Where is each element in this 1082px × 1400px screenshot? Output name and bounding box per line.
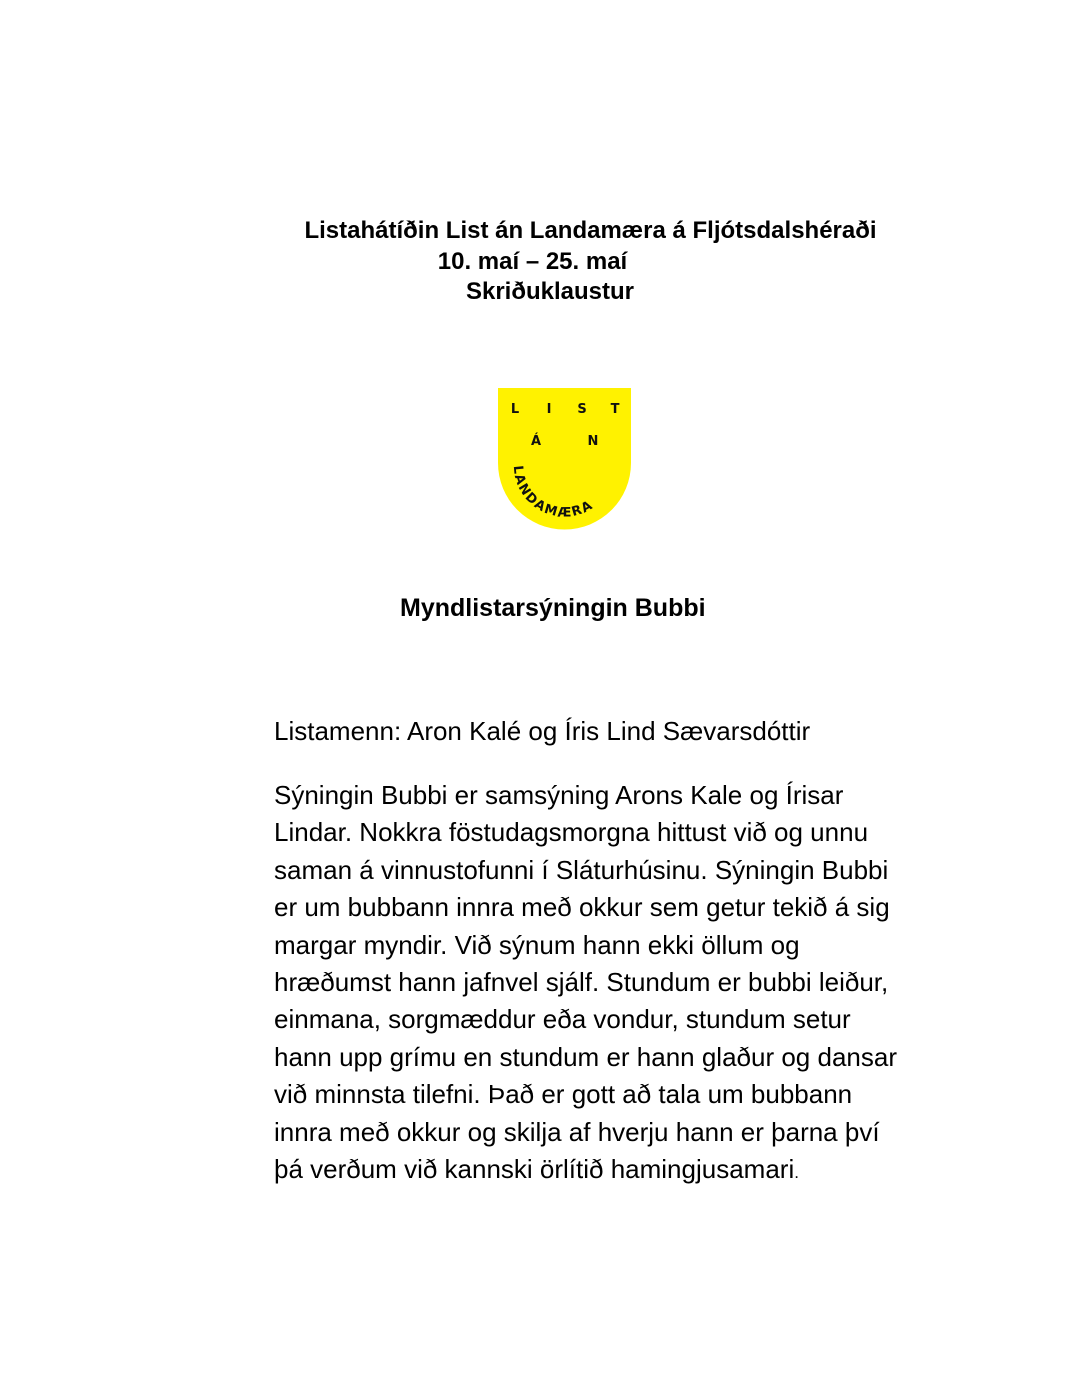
description-line: hann upp grímu en stundum er hann glaður og dansar: [274, 1041, 897, 1072]
svg-text:Á: Á: [530, 434, 542, 449]
description-line: Lindar. Nokkra föstudagsmorgna hittust við og unnu: [274, 817, 869, 848]
svg-text:S: S: [577, 402, 587, 417]
exhibition-title: Myndlistarsýningin Bubbi: [400, 594, 706, 622]
description-line: er um bubbann innra með okkur sem getur tekið á sig: [274, 892, 890, 923]
final-period: .: [794, 1163, 799, 1183]
shield-logo-icon: [498, 388, 631, 530]
document-header: [0, 216, 1082, 308]
description-line: margar myndir. Við sýnum hann ekki öllum og: [274, 929, 800, 960]
svg-text:T: T: [610, 402, 620, 417]
description-line: einmana, sorgmæddur eða vondur, stundum setur: [274, 1004, 851, 1035]
svg-text:L: L: [510, 402, 520, 417]
svg-text:N: N: [587, 434, 599, 449]
artists-line: Listamenn: Aron Kalé og Íris Lind Sævarsdóttir: [274, 716, 811, 746]
description-line-last: [274, 1151, 964, 1191]
list-an-landamaera-logo: [498, 388, 631, 530]
svg-text:LANDAMÆRA: LANDAMÆRA: [509, 464, 597, 521]
description-line: Sýningin Bubbi er samsýning Arons Kale og Írisar: [274, 780, 844, 810]
festival-location: Skriðuklaustur: [465, 278, 635, 305]
festival-title: Listahátíðin List án Landamæra á Fljótsdalshéraði: [304, 217, 877, 244]
svg-text:I: I: [546, 402, 552, 417]
exhibition-description: [274, 777, 964, 1191]
description-line: við minnsta tilefni. Það er gott að tala um bubbann: [274, 1079, 853, 1110]
description-line: innra með okkur og skilja af hverju hann er þarna því: [274, 1116, 880, 1147]
festival-dates: 10. maí – 25. maí: [437, 247, 628, 275]
description-line-text: þá verðum við kannski örlítið hamingjusamari: [274, 1154, 795, 1185]
description-line: saman á vinnustofunni í Sláturhúsinu. Sýningin Bubbi: [274, 854, 889, 885]
description-line: hræðumst hann jafnvel sjálf. Stundum er bubbi leiður,: [274, 967, 889, 998]
